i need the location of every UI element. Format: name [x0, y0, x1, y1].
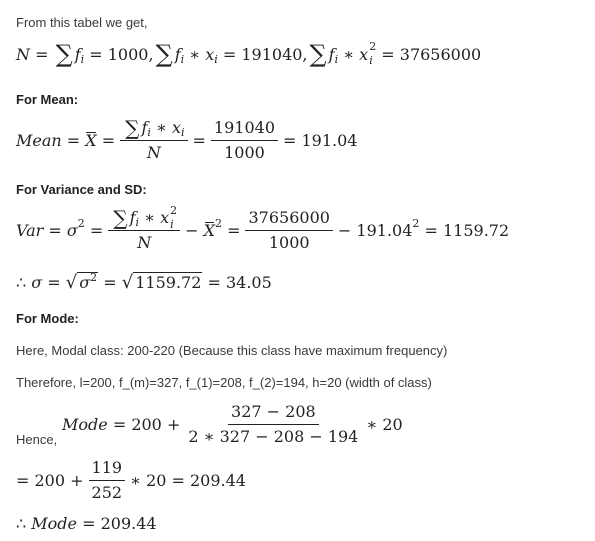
- mode-step-numerator: 119: [89, 458, 126, 481]
- mean-symbolic-fraction: ∑ f i ∗ x i N: [120, 118, 187, 163]
- mode-final-equation: ∴ Mode = 209.44: [16, 514, 157, 533]
- mode-final-label: Mode: [31, 514, 77, 533]
- variance-numerator: 37656000: [245, 208, 332, 231]
- mode-step-denominator: 252: [91, 483, 123, 502]
- mode-step-result: 209.44: [190, 471, 246, 490]
- mean-numerator: 191040: [211, 118, 278, 141]
- mode-step-fraction: [89, 458, 126, 503]
- sd-radicand: 1159.72: [135, 273, 202, 292]
- mode-formula-equation: Mode = 200 + $\frac{327 - 208}{2 ∗ 327 - 208 - 194}$ ∗ 20: [62, 402, 403, 446]
- mode-heading: For Mode:: [16, 311, 79, 326]
- fx2-sum: 37656000: [399, 44, 482, 64]
- mode-formula-numerator: 327 − 208: [228, 402, 319, 425]
- mean-equation: Mean = X = ∑ f i ∗ x i N = $\frac{191040}{1000}$ = 191.04: [16, 116, 358, 162]
- n-sum: 1000: [107, 44, 149, 64]
- fx-sum: 191040: [241, 44, 303, 64]
- variance-mean-value: 191.04: [356, 221, 413, 240]
- mode-step-equation: = 200 + $\frac{119}{252}$ ∗ 20 = 209.44: [16, 458, 246, 502]
- mean-result: 191.04: [301, 131, 358, 150]
- therefore-text: Therefore, l=200, f_(m)=327, f_(1)=208, f_(2)=194, h=20 (width of class): [16, 375, 432, 390]
- hence-label: Hence,: [16, 432, 58, 447]
- mode-formula-label: Mode: [62, 415, 108, 434]
- mode-formula-fraction: [185, 402, 361, 447]
- variance-equation: Var = σ 2 = ∑ f i ∗ x 2 i N − X 2 = $\frac{37656000}{1000}$ − 191.04 2 = 1159.72: [16, 204, 510, 252]
- intro-text: From this tabel we get,: [16, 15, 148, 30]
- variance-denominator: 1000: [268, 233, 310, 252]
- totals-equation: N = ∑ f i = 1000 , ∑ f i ∗ x i = 191040 , ∑ f i ∗ x 2 i = 37656000: [16, 40, 482, 68]
- modal-class-text: Here, Modal class: 200-220 (Because this class have maximum frequency): [16, 343, 448, 358]
- mode-step-h: 20: [146, 471, 167, 490]
- mean-heading: For Mean:: [16, 92, 79, 107]
- mode-formula-denominator: 2 ∗ 327 − 208 − 194: [188, 427, 359, 446]
- variance-heading: For Variance and SD:: [16, 182, 147, 197]
- sd-result: 34.05: [225, 272, 272, 292]
- variance-numeric-fraction: [245, 208, 332, 253]
- sd-equation: ∴ σ = √ σ 2 = √ 1159.72 = 34.05: [16, 271, 272, 293]
- variance-label: Var: [16, 221, 44, 240]
- mean-label: Mean: [16, 131, 62, 150]
- mean-numeric-fraction: [211, 118, 278, 163]
- variance-result: 1159.72: [442, 221, 510, 240]
- variance-symbolic-fraction: ∑ f i ∗ x 2 i N: [108, 208, 180, 253]
- mode-formula-l: 200: [131, 415, 162, 434]
- mode-step-l: 200: [34, 471, 66, 490]
- mean-denominator: 1000: [224, 143, 265, 162]
- mode-formula-h: 20: [382, 415, 403, 434]
- mode-final-result: 209.44: [100, 514, 157, 533]
